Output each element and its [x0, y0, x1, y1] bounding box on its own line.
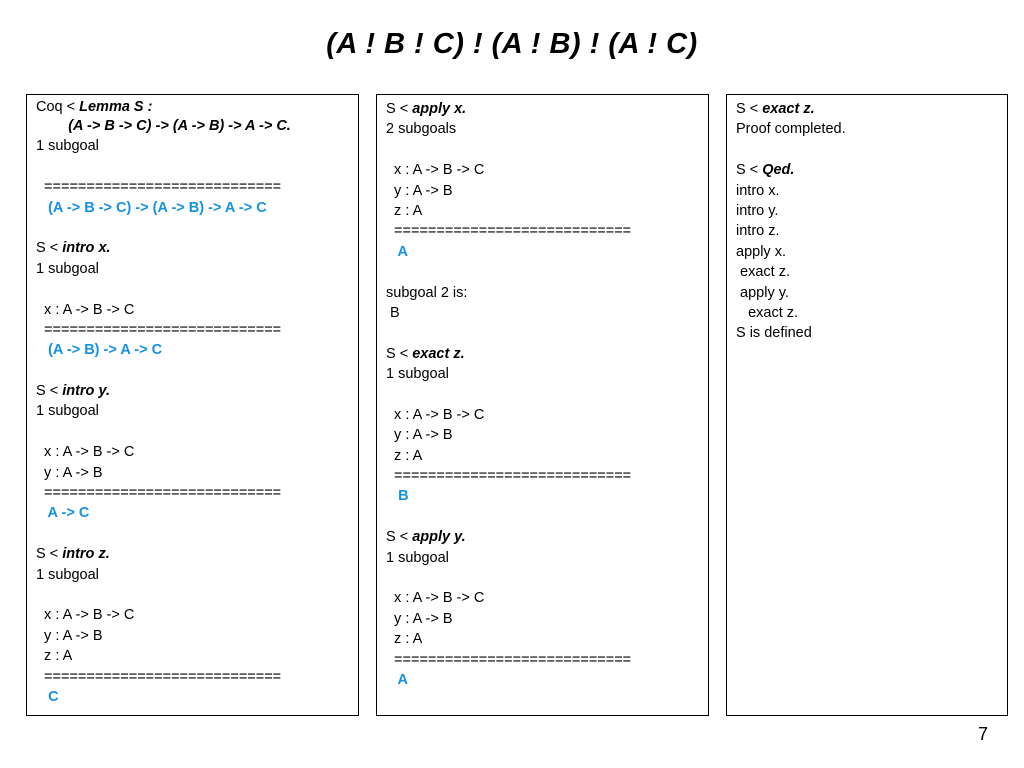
output-text: 1 subgoal	[36, 260, 99, 277]
tactic-command: Lemma S :	[79, 99, 153, 115]
proof-line	[36, 565, 349, 585]
proof-line	[36, 218, 349, 238]
proof-line	[386, 221, 699, 241]
page-number: 7	[978, 724, 989, 744]
proof-line	[386, 466, 699, 486]
proof-line	[386, 629, 699, 649]
proof-line	[36, 667, 349, 687]
proof-line	[36, 238, 349, 258]
proof-line	[736, 140, 998, 160]
tactic-command: exact z.	[762, 101, 815, 117]
output-text: y : A -> B	[386, 427, 453, 444]
proof-line	[386, 568, 699, 588]
tactic-command: Qed.	[762, 162, 795, 179]
prompt-text: S <	[386, 101, 413, 117]
output-text: ============================	[386, 468, 632, 485]
proof-line	[386, 548, 699, 568]
tactic-command: apply x.	[412, 101, 467, 117]
output-text: ============================	[36, 485, 282, 502]
proof-line	[386, 160, 699, 180]
proof-line	[386, 486, 699, 506]
output-text: subgoal 2 is:	[386, 284, 468, 301]
output-text: 2 subgoals	[386, 121, 457, 138]
proof-line	[386, 384, 699, 404]
goal-text: B	[386, 488, 409, 505]
output-text: ============================	[36, 179, 282, 196]
tactic-command: apply y.	[412, 529, 466, 546]
proof-line	[36, 483, 349, 503]
proof-line	[386, 405, 699, 425]
output-text: B	[386, 304, 400, 321]
tactic-command: exact z.	[412, 345, 465, 362]
proof-line	[36, 198, 349, 218]
proof-line	[386, 650, 699, 670]
proof-line	[36, 157, 349, 177]
proof-line	[386, 609, 699, 629]
output-text: Proof completed.	[736, 121, 846, 138]
goal-text: A -> C	[36, 505, 90, 522]
proof-line	[736, 119, 998, 139]
proof-line	[736, 160, 998, 180]
proof-line	[386, 283, 699, 303]
output-text: 1 subgoal	[36, 403, 99, 420]
output-text: z : A	[386, 202, 423, 219]
goal-text: A	[386, 671, 409, 688]
proof-line	[386, 99, 699, 119]
output-text: ============================	[386, 651, 632, 668]
proof-panel-left	[26, 94, 359, 716]
proof-line	[736, 221, 998, 241]
proof-line	[736, 201, 998, 221]
proof-line	[36, 463, 349, 483]
output-text: ============================	[36, 321, 282, 338]
output-text: y : A -> B	[36, 627, 103, 644]
proof-line	[386, 446, 699, 466]
proof-line	[36, 626, 349, 646]
output-text: y : A -> B	[386, 182, 453, 199]
proof-line	[386, 140, 699, 160]
proof-line	[386, 527, 699, 547]
output-text: S is defined	[736, 325, 812, 342]
proof-line	[736, 181, 998, 201]
output-text: apply x.	[736, 243, 786, 260]
output-text: z : A	[36, 648, 73, 665]
tactic-command: intro z.	[62, 546, 110, 563]
proof-line	[36, 544, 349, 564]
output-text: z : A	[386, 447, 423, 464]
output-text: y : A -> B	[386, 610, 453, 627]
proof-line	[36, 99, 349, 116]
proof-line	[386, 507, 699, 527]
proof-line	[386, 344, 699, 364]
output-text: apply y.	[736, 284, 789, 301]
output-text: x : A -> B -> C	[386, 590, 485, 607]
proof-line	[386, 670, 699, 690]
proof-line	[36, 687, 349, 707]
proof-line	[386, 262, 699, 282]
proof-line	[36, 177, 349, 197]
proof-line	[386, 323, 699, 343]
goal-text: (A -> B -> C) -> (A -> B) -> A -> C	[36, 199, 267, 216]
proof-line	[386, 425, 699, 445]
proof-line	[736, 283, 998, 303]
output-text: x : A -> B -> C	[36, 301, 135, 318]
prompt-text: S <	[736, 101, 763, 117]
proof-line	[736, 262, 998, 282]
prompt-text: S <	[386, 529, 413, 546]
output-text: intro z.	[736, 223, 780, 240]
output-text: ============================	[36, 668, 282, 685]
proof-line	[36, 442, 349, 462]
prompt-text: S <	[736, 162, 763, 179]
output-text: exact z.	[736, 304, 799, 321]
tactic-command: intro x.	[62, 240, 111, 257]
proof-line	[36, 585, 349, 605]
goal-text: A	[386, 243, 409, 260]
proof-line	[736, 303, 998, 323]
output-text: 1 subgoal	[36, 566, 99, 583]
prompt-text: Coq <	[36, 99, 80, 115]
output-text: 1 subgoal	[386, 549, 449, 566]
proof-line	[736, 323, 998, 343]
proof-line	[386, 303, 699, 323]
proof-line	[36, 361, 349, 381]
prompt-text: S <	[36, 240, 63, 257]
output-text: x : A -> B -> C	[36, 607, 135, 624]
tactic-command: intro y.	[62, 383, 111, 400]
proof-line	[386, 119, 699, 139]
proof-panel-right	[726, 94, 1008, 716]
output-text: x : A -> B -> C	[36, 444, 135, 461]
proof-panel-middle	[376, 94, 709, 716]
output-text: intro x.	[736, 182, 780, 199]
prompt-text: S <	[36, 383, 63, 400]
proof-line	[36, 524, 349, 544]
proof-line	[36, 136, 349, 156]
proof-line	[36, 340, 349, 360]
proof-line	[386, 201, 699, 221]
tactic-command: (A -> B -> C) -> (A -> B) -> A -> C.	[36, 118, 291, 134]
output-text: ============================	[386, 223, 632, 240]
output-text: 1 subgoal	[386, 366, 449, 383]
proof-line	[36, 381, 349, 401]
proof-line	[36, 503, 349, 523]
proof-line	[736, 99, 998, 119]
output-text: 1 subgoal	[36, 138, 99, 155]
slide-title: (A ! B ! C) ! (A ! B) ! (A ! C)	[326, 28, 698, 60]
proof-line	[386, 588, 699, 608]
output-text: x : A -> B -> C	[386, 406, 485, 423]
output-text: y : A -> B	[36, 464, 103, 481]
output-text: intro y.	[736, 202, 779, 219]
prompt-text: S <	[386, 345, 413, 362]
proof-line	[36, 279, 349, 299]
proof-line	[386, 242, 699, 262]
prompt-text: S <	[36, 546, 63, 563]
proof-line	[386, 181, 699, 201]
output-text: exact z.	[736, 264, 790, 281]
goal-text: (A -> B) -> A -> C	[36, 342, 163, 359]
proof-line	[36, 605, 349, 625]
output-text: x : A -> B -> C	[386, 162, 485, 179]
proof-line	[36, 401, 349, 421]
proof-line	[736, 242, 998, 262]
proof-line	[36, 116, 349, 136]
proof-line	[36, 300, 349, 320]
proof-line	[36, 422, 349, 442]
output-text: z : A	[386, 631, 423, 648]
proof-line	[36, 320, 349, 340]
proof-line	[36, 259, 349, 279]
proof-line	[36, 646, 349, 666]
proof-line	[386, 364, 699, 384]
goal-text: C	[36, 688, 59, 705]
